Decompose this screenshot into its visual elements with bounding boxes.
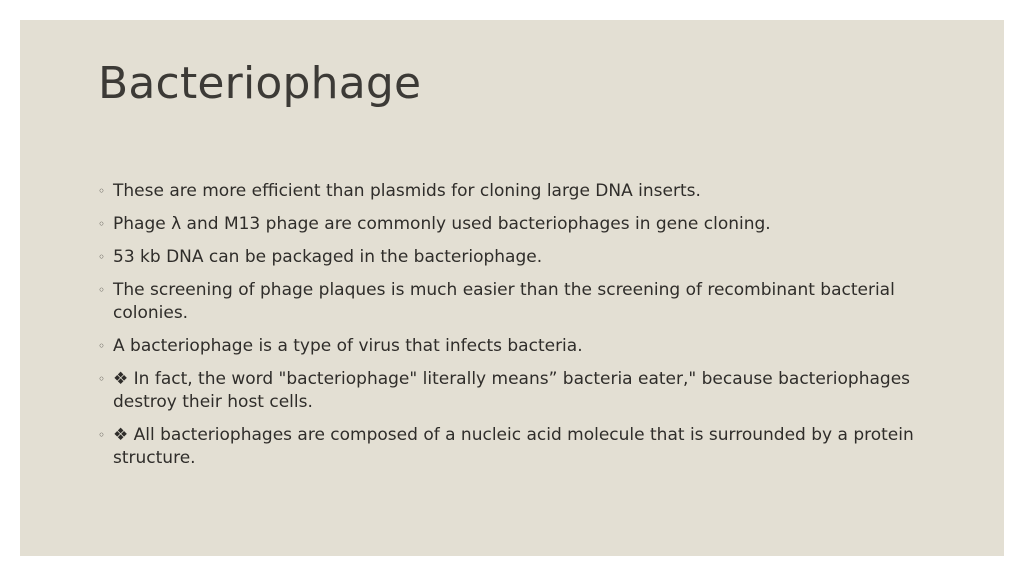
bullet-text: 53 kb DNA can be packaged in the bacteriophage. [113, 247, 543, 267]
bullet-item [98, 213, 928, 236]
bullet-text: The screening of phage plaques is much easier than the screening of recombinant bacterial colonies. [113, 280, 895, 323]
bullet-item [98, 368, 928, 414]
bullet-marker-icon: ◦ [98, 184, 106, 198]
bullet-item [98, 279, 928, 325]
bullet-marker-icon: ◦ [98, 250, 106, 264]
bullet-item [98, 246, 928, 269]
bullet-marker-icon: ◦ [98, 428, 106, 442]
bullet-item [98, 180, 928, 203]
bullet-item [98, 335, 928, 358]
bullet-item [98, 424, 928, 470]
bullet-text: ❖ In fact, the word "bacteriophage" literally means” bacteria eater," because bacteriophages destroy their host cells. [113, 369, 911, 412]
bullet-text: ❖ All bacteriophages are composed of a nucleic acid molecule that is surrounded by a protein structure. [113, 425, 914, 468]
slide [20, 20, 1004, 556]
bullet-text: These are more efficient than plasmids for cloning large DNA inserts. [113, 181, 701, 201]
bullet-list [98, 180, 928, 480]
bullet-marker-icon: ◦ [98, 217, 106, 231]
bullet-marker-icon: ◦ [98, 283, 106, 297]
bullet-marker-icon: ◦ [98, 339, 106, 353]
bullet-text: Phage λ and M13 phage are commonly used bacteriophages in gene cloning. [113, 214, 771, 234]
slide-title: Bacteriophage [98, 58, 422, 109]
bullet-marker-icon: ◦ [98, 372, 106, 386]
bullet-text: A bacteriophage is a type of virus that infects bacteria. [113, 336, 583, 356]
